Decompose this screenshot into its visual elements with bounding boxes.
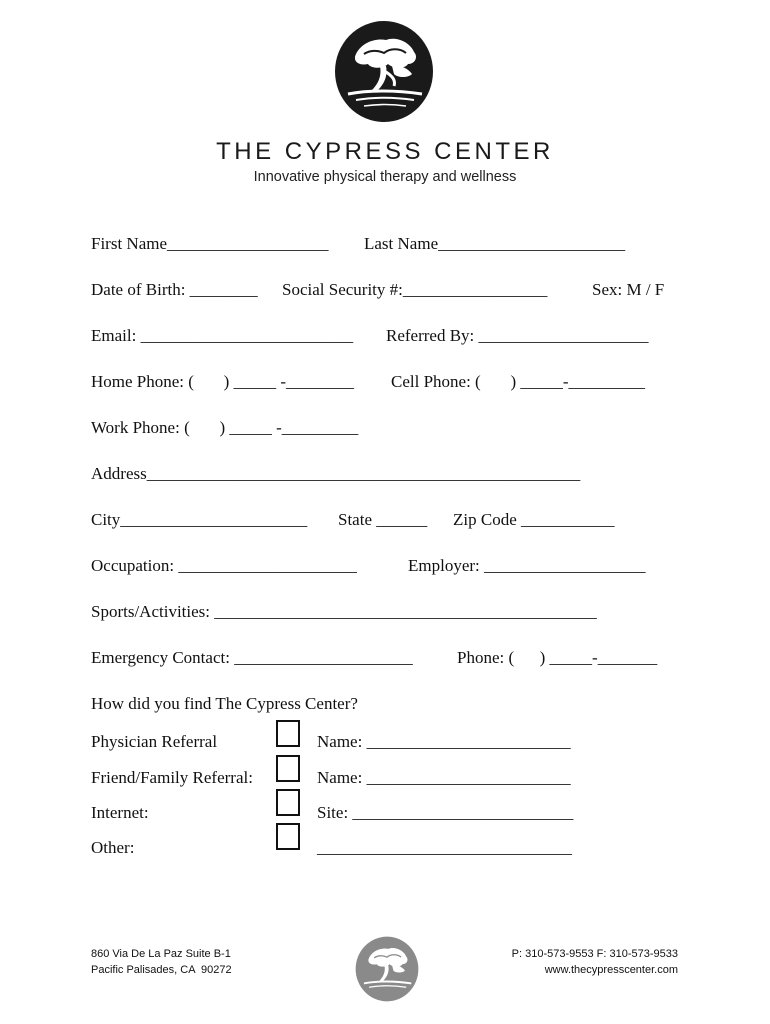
sex-field[interactable]: Sex: M / F: [592, 280, 665, 299]
employer-field[interactable]: Employer: ___________________: [408, 556, 646, 575]
option-label-internet: Internet:: [91, 803, 149, 822]
footer-address-line1: 860 Via De La Paz Suite B-1: [91, 948, 231, 960]
footer-address-line2: Pacific Palisades, CA 90272: [91, 964, 232, 976]
option-label-friend-family: Friend/Family Referral:: [91, 768, 253, 787]
cypress-logo-icon: [334, 20, 434, 123]
work-phone-field[interactable]: Work Phone: ( ) _____ -_________: [91, 418, 359, 437]
city-field[interactable]: City______________________: [91, 510, 308, 529]
physician-referral-checkbox[interactable]: [276, 720, 300, 747]
home-phone-field[interactable]: Home Phone: ( ) _____ -________: [91, 372, 355, 391]
footer-phone-fax: P: 310-573-9553 F: 310-573-9533: [511, 948, 678, 960]
state-field[interactable]: State ______: [338, 510, 428, 529]
address-field[interactable]: Address___________________________________________________: [91, 464, 581, 483]
other-detail-field[interactable]: ______________________________: [317, 838, 572, 857]
zip-code-field[interactable]: Zip Code ___________: [453, 510, 615, 529]
emergency-phone-field[interactable]: Phone: ( ) _____-_______: [457, 648, 658, 667]
friend-family-name-field[interactable]: Name: ________________________: [317, 768, 571, 787]
option-label-other: Other:: [91, 838, 135, 857]
referral-question: How did you find The Cypress Center?: [91, 694, 358, 713]
cypress-footer-logo-icon: [355, 936, 419, 1002]
emergency-contact-field[interactable]: Emergency Contact: _____________________: [91, 648, 413, 667]
brand-name: THE CYPRESS CENTER: [216, 138, 554, 165]
cell-phone-field[interactable]: Cell Phone: ( ) _____-_________: [391, 372, 646, 391]
internet-site-field[interactable]: Site: __________________________: [317, 803, 574, 822]
friend-family-referral-checkbox[interactable]: [276, 755, 300, 782]
physician-name-field[interactable]: Name: ________________________: [317, 732, 571, 751]
occupation-field[interactable]: Occupation: _____________________: [91, 556, 357, 575]
footer-website[interactable]: www.thecypresscenter.com: [544, 964, 678, 976]
internet-checkbox[interactable]: [276, 789, 300, 816]
option-label-physician: Physician Referral: [91, 732, 218, 751]
sports-activities-field[interactable]: Sports/Activities: _____________________________________________: [91, 602, 597, 621]
other-checkbox[interactable]: [276, 823, 300, 850]
social-security-field[interactable]: Social Security #:_________________: [282, 280, 548, 299]
referred-by-field[interactable]: Referred By: ____________________: [386, 326, 649, 345]
last-name-field[interactable]: Last Name______________________: [364, 234, 626, 253]
email-field[interactable]: Email: _________________________: [91, 326, 354, 345]
first-name-field[interactable]: First Name___________________: [91, 234, 329, 253]
date-of-birth-field[interactable]: Date of Birth: ________: [91, 280, 258, 299]
tagline: Innovative physical therapy and wellness: [253, 169, 517, 185]
